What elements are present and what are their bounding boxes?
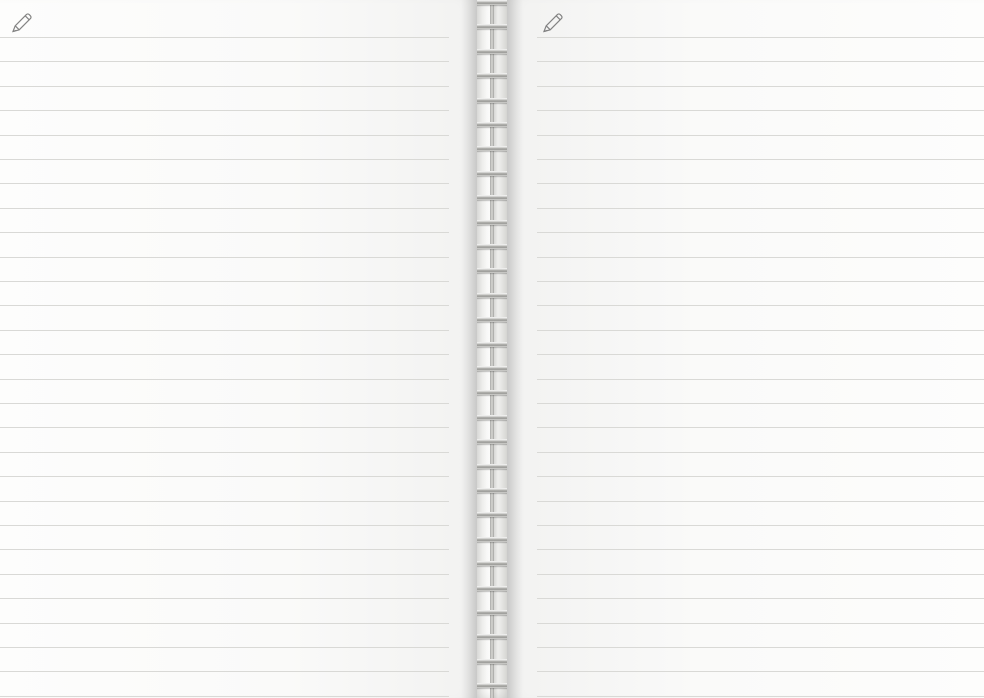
spiral-ring (477, 191, 507, 204)
spiral-ring (477, 289, 507, 302)
spiral-wire (477, 464, 507, 469)
spiral-wire (477, 24, 507, 29)
spiral-ring (477, 386, 507, 399)
pencil-icon[interactable] (541, 11, 565, 35)
spiral-wire (477, 49, 507, 54)
spiral-wire (477, 537, 507, 542)
left-page-body[interactable] (0, 0, 477, 698)
spiral-ring (477, 338, 507, 351)
spiral-wire (477, 220, 507, 225)
spiral-wire (477, 293, 507, 298)
spiral-wire (477, 171, 507, 176)
spiral-ring (477, 94, 507, 107)
spiral-wire (477, 146, 507, 151)
spiral-ring (477, 655, 507, 668)
spiral-wire (477, 342, 507, 347)
spiral-ring (477, 167, 507, 180)
spiral-wire (477, 512, 507, 517)
right-page-body[interactable] (507, 0, 984, 698)
spiral-wire (477, 659, 507, 664)
spiral-ring (477, 20, 507, 33)
spiral-ring (477, 435, 507, 448)
spiral-ring (477, 264, 507, 277)
spiral-wire (477, 366, 507, 371)
spiral-ring (477, 362, 507, 375)
spiral-wire (477, 561, 507, 566)
spiral-ring (477, 240, 507, 253)
spiral-ring (477, 216, 507, 229)
spiral-ring (477, 69, 507, 82)
spiral-wire (477, 390, 507, 395)
spiral-ring (477, 411, 507, 424)
spiral-ring (477, 118, 507, 131)
spiral-ring (477, 508, 507, 521)
spiral-ring (477, 606, 507, 619)
spiral-wire (477, 98, 507, 103)
spiral-ring (477, 0, 507, 9)
spiral-ring (477, 142, 507, 155)
spiral-wire (477, 586, 507, 591)
spiral-wire (477, 268, 507, 273)
spiral-binding (477, 0, 507, 698)
spiral-ring (477, 557, 507, 570)
spiral-wire (477, 415, 507, 420)
spiral-wire (477, 195, 507, 200)
spiral-wire (477, 634, 507, 639)
spiral-wire (477, 0, 507, 5)
spiral-wire (477, 683, 507, 688)
spiral-wire (477, 73, 507, 78)
spiral-ring (477, 484, 507, 497)
spiral-wire (477, 122, 507, 127)
spiral-ring (477, 630, 507, 643)
spiral-ring (477, 533, 507, 546)
left-page[interactable] (0, 0, 477, 698)
spiral-wire (477, 317, 507, 322)
spiral-ring (477, 45, 507, 58)
spiral-ring (477, 313, 507, 326)
spiral-wire (477, 439, 507, 444)
spiral-wire (477, 488, 507, 493)
spiral-ring (477, 460, 507, 473)
spiral-wire (477, 610, 507, 615)
right-page[interactable] (507, 0, 984, 698)
spiral-ring (477, 679, 507, 692)
spiral-wire (477, 244, 507, 249)
spiral-ring (477, 582, 507, 595)
